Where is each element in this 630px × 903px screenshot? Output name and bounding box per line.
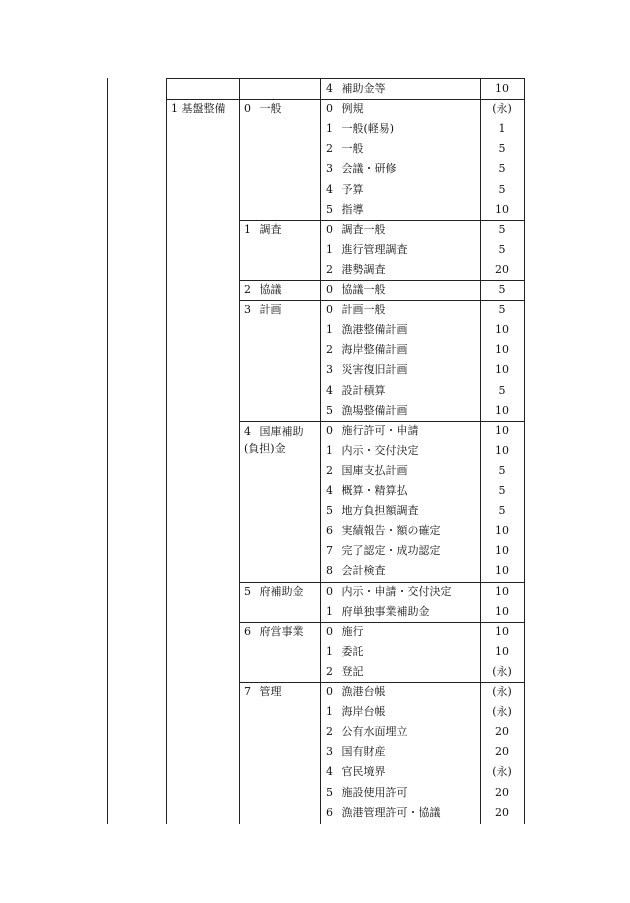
retention-period: 10 [495, 323, 509, 336]
retention-period: 10 [495, 404, 509, 417]
item-number: 3 [326, 745, 333, 758]
item-text: 一般(軽易) [338, 122, 395, 135]
item-text: 例規 [338, 102, 364, 115]
subcategory-number: 1 [244, 223, 251, 236]
retention-period: 10 [495, 585, 509, 598]
item-label [326, 79, 386, 99]
retention-period: (永) [492, 705, 512, 718]
item-number: 4 [326, 183, 333, 196]
item-number: 4 [326, 484, 333, 497]
item-label [326, 360, 408, 380]
item-text: 一般 [338, 142, 364, 155]
item-number: 5 [326, 504, 333, 517]
item-label [326, 702, 386, 722]
item-label [326, 501, 419, 521]
item-number: 5 [326, 203, 333, 216]
item-text: 会議・研修 [338, 162, 397, 175]
item-text: 実績報告・額の確定 [338, 524, 441, 537]
item-label [326, 340, 408, 360]
item-text: 協議一般 [338, 283, 386, 296]
subcategory-text: 管理 [256, 685, 282, 698]
item-number: 1 [326, 605, 333, 618]
item-text: 地方負担額調査 [338, 504, 419, 517]
item-label [326, 541, 441, 561]
item-text: 指導 [338, 203, 364, 216]
item-text: 国有財産 [338, 745, 386, 758]
retention-period: 20 [495, 263, 509, 276]
item-number: 0 [326, 585, 333, 598]
subcategory-label [244, 582, 304, 602]
item-text: 会計検査 [338, 564, 386, 577]
item-label [326, 99, 364, 119]
item-number: 2 [326, 343, 333, 356]
retention-period: 5 [498, 484, 506, 497]
item-text: 漁港整備計画 [338, 323, 408, 336]
item-label [326, 381, 386, 401]
item-text: 官民境界 [338, 765, 386, 778]
item-label [326, 441, 419, 461]
item-text: 委託 [338, 645, 364, 658]
item-label [326, 300, 386, 320]
item-number: 3 [326, 363, 333, 376]
subcategory-label [244, 220, 282, 240]
item-label [326, 220, 386, 240]
retention-period: 5 [498, 384, 506, 397]
subcategory-label [244, 622, 304, 642]
retention-period: 20 [495, 745, 509, 758]
item-number: 7 [326, 544, 333, 557]
item-text: 登記 [338, 665, 364, 678]
item-label [326, 421, 419, 441]
item-number: 0 [326, 424, 333, 437]
item-label [326, 139, 364, 159]
item-label [326, 159, 397, 179]
retention-period: 10 [495, 82, 509, 95]
item-text: 災害復旧計画 [338, 363, 408, 376]
retention-period: (永) [492, 765, 512, 778]
item-text: 設計積算 [338, 384, 386, 397]
retention-period: 5 [498, 223, 506, 236]
subcategory-label [244, 99, 282, 119]
item-label [326, 280, 386, 300]
item-label [326, 260, 386, 280]
retention-period: 10 [495, 544, 509, 557]
item-text: 国庫支払計画 [338, 464, 408, 477]
item-label [326, 783, 408, 803]
item-label [326, 762, 386, 782]
subcategory-number: 3 [244, 303, 251, 316]
retention-period: 10 [495, 363, 509, 376]
item-number: 0 [326, 283, 333, 296]
item-label [326, 320, 408, 340]
item-number: 4 [326, 82, 333, 95]
item-number: 1 [326, 444, 333, 457]
item-text: 内示・申請・交付決定 [338, 585, 452, 598]
item-number: 1 [326, 122, 333, 135]
retention-period: 10 [495, 625, 509, 638]
column-divider-3 [320, 78, 321, 824]
item-text: 漁港管理許可・協議 [338, 806, 441, 819]
subcategory-label [244, 682, 282, 702]
retention-period: (永) [492, 685, 512, 698]
item-label [326, 803, 441, 823]
item-text: 内示・交付決定 [338, 444, 419, 457]
table-border-left [107, 78, 108, 824]
item-label [326, 662, 364, 682]
subcategory-text: 調査 [256, 223, 282, 236]
subcategory-number: 4 [244, 425, 251, 438]
item-number: 6 [326, 524, 333, 537]
item-number: 6 [326, 806, 333, 819]
item-text: 海岸台帳 [338, 705, 386, 718]
subcategory-number: 0 [244, 102, 251, 115]
retention-period: 5 [498, 504, 506, 517]
item-label [326, 742, 386, 762]
column-divider-1 [166, 78, 167, 824]
item-number: 2 [326, 665, 333, 678]
item-number: 1 [326, 645, 333, 658]
item-text: 完了認定・成功認定 [338, 544, 441, 557]
subcategory-text: 府営事業 [256, 625, 304, 638]
item-text: 概算・精算払 [338, 484, 408, 497]
item-number: 2 [326, 263, 333, 276]
retention-period: 10 [495, 605, 509, 618]
item-number: 5 [326, 404, 333, 417]
retention-period: 5 [498, 243, 506, 256]
retention-period: (永) [492, 102, 512, 115]
item-number: 0 [326, 625, 333, 638]
table-border-right [524, 78, 525, 824]
item-label [326, 461, 408, 481]
retention-period: 20 [495, 725, 509, 738]
item-number: 0 [326, 685, 333, 698]
retention-period: 5 [498, 183, 506, 196]
item-number: 1 [326, 705, 333, 718]
retention-period: 5 [498, 283, 506, 296]
subcategory-text: 計画 [256, 303, 282, 316]
item-number: 1 [326, 323, 333, 336]
subcategory-label [244, 300, 282, 320]
retention-period: 5 [498, 464, 506, 477]
item-number: 0 [326, 223, 333, 236]
item-label [326, 401, 408, 421]
item-label [326, 722, 408, 742]
item-number: 5 [326, 786, 333, 799]
item-label [326, 481, 408, 501]
subcategory-text: 協議 [256, 283, 282, 296]
item-label [326, 240, 408, 260]
subcategory-text: 府補助金 [256, 585, 304, 598]
retention-period: 20 [495, 806, 509, 819]
item-label [326, 682, 386, 702]
item-label [326, 200, 364, 220]
retention-period: 10 [495, 343, 509, 356]
category-label: 1 基盤整備 [171, 102, 226, 115]
subcategory-label [244, 280, 282, 300]
item-label [326, 521, 441, 541]
item-number: 2 [326, 142, 333, 155]
item-number: 3 [326, 162, 333, 175]
item-text: 港勢調査 [338, 263, 386, 276]
item-text: 進行管理調査 [338, 243, 408, 256]
retention-period: 10 [495, 203, 509, 216]
item-label [326, 642, 364, 662]
table-top-border [166, 78, 524, 79]
retention-period: 10 [495, 524, 509, 537]
item-label [326, 119, 394, 139]
item-number: 4 [326, 765, 333, 778]
item-number: 0 [326, 303, 333, 316]
item-text: 予算 [338, 183, 364, 196]
item-label [326, 180, 364, 200]
item-text: 漁場整備計画 [338, 404, 408, 417]
item-text: 公有水面埋立 [338, 725, 408, 738]
item-label [326, 582, 452, 602]
retention-period: 10 [495, 424, 509, 437]
retention-period: 5 [498, 303, 506, 316]
retention-period: 20 [495, 786, 509, 799]
item-text: 施行許可・申請 [338, 424, 419, 437]
subcategory-label [244, 423, 312, 457]
item-label [326, 602, 430, 622]
subcategory-text: 一般 [256, 102, 282, 115]
retention-period: (永) [492, 665, 512, 678]
item-number: 4 [326, 384, 333, 397]
item-label [326, 561, 386, 581]
item-text: 施設使用許可 [338, 786, 408, 799]
subcategory-number: 6 [244, 625, 251, 638]
retention-period: 5 [498, 142, 506, 155]
item-number: 0 [326, 102, 333, 115]
item-text: 計画一般 [338, 303, 386, 316]
item-number: 1 [326, 243, 333, 256]
item-number: 8 [326, 564, 333, 577]
column-divider-2 [239, 78, 240, 824]
item-text: 調査一般 [338, 223, 386, 236]
item-text: 施行 [338, 625, 364, 638]
item-label [326, 622, 364, 642]
item-number: 2 [326, 725, 333, 738]
subcategory-number: 5 [244, 585, 251, 598]
subcategory-number: 2 [244, 283, 251, 296]
retention-period: 10 [495, 645, 509, 658]
retention-period: 5 [498, 162, 506, 175]
item-text: 補助金等 [338, 82, 386, 95]
item-text: 府単独事業補助金 [338, 605, 430, 618]
subcategory-number: 7 [244, 685, 251, 698]
item-text: 海岸整備計画 [338, 343, 408, 356]
subcategory-text: 国庫補助(負担)金 [244, 425, 304, 455]
retention-period: 1 [498, 122, 506, 135]
item-number: 2 [326, 464, 333, 477]
retention-period: 10 [495, 444, 509, 457]
item-text: 漁港台帳 [338, 685, 386, 698]
retention-period: 10 [495, 564, 509, 577]
